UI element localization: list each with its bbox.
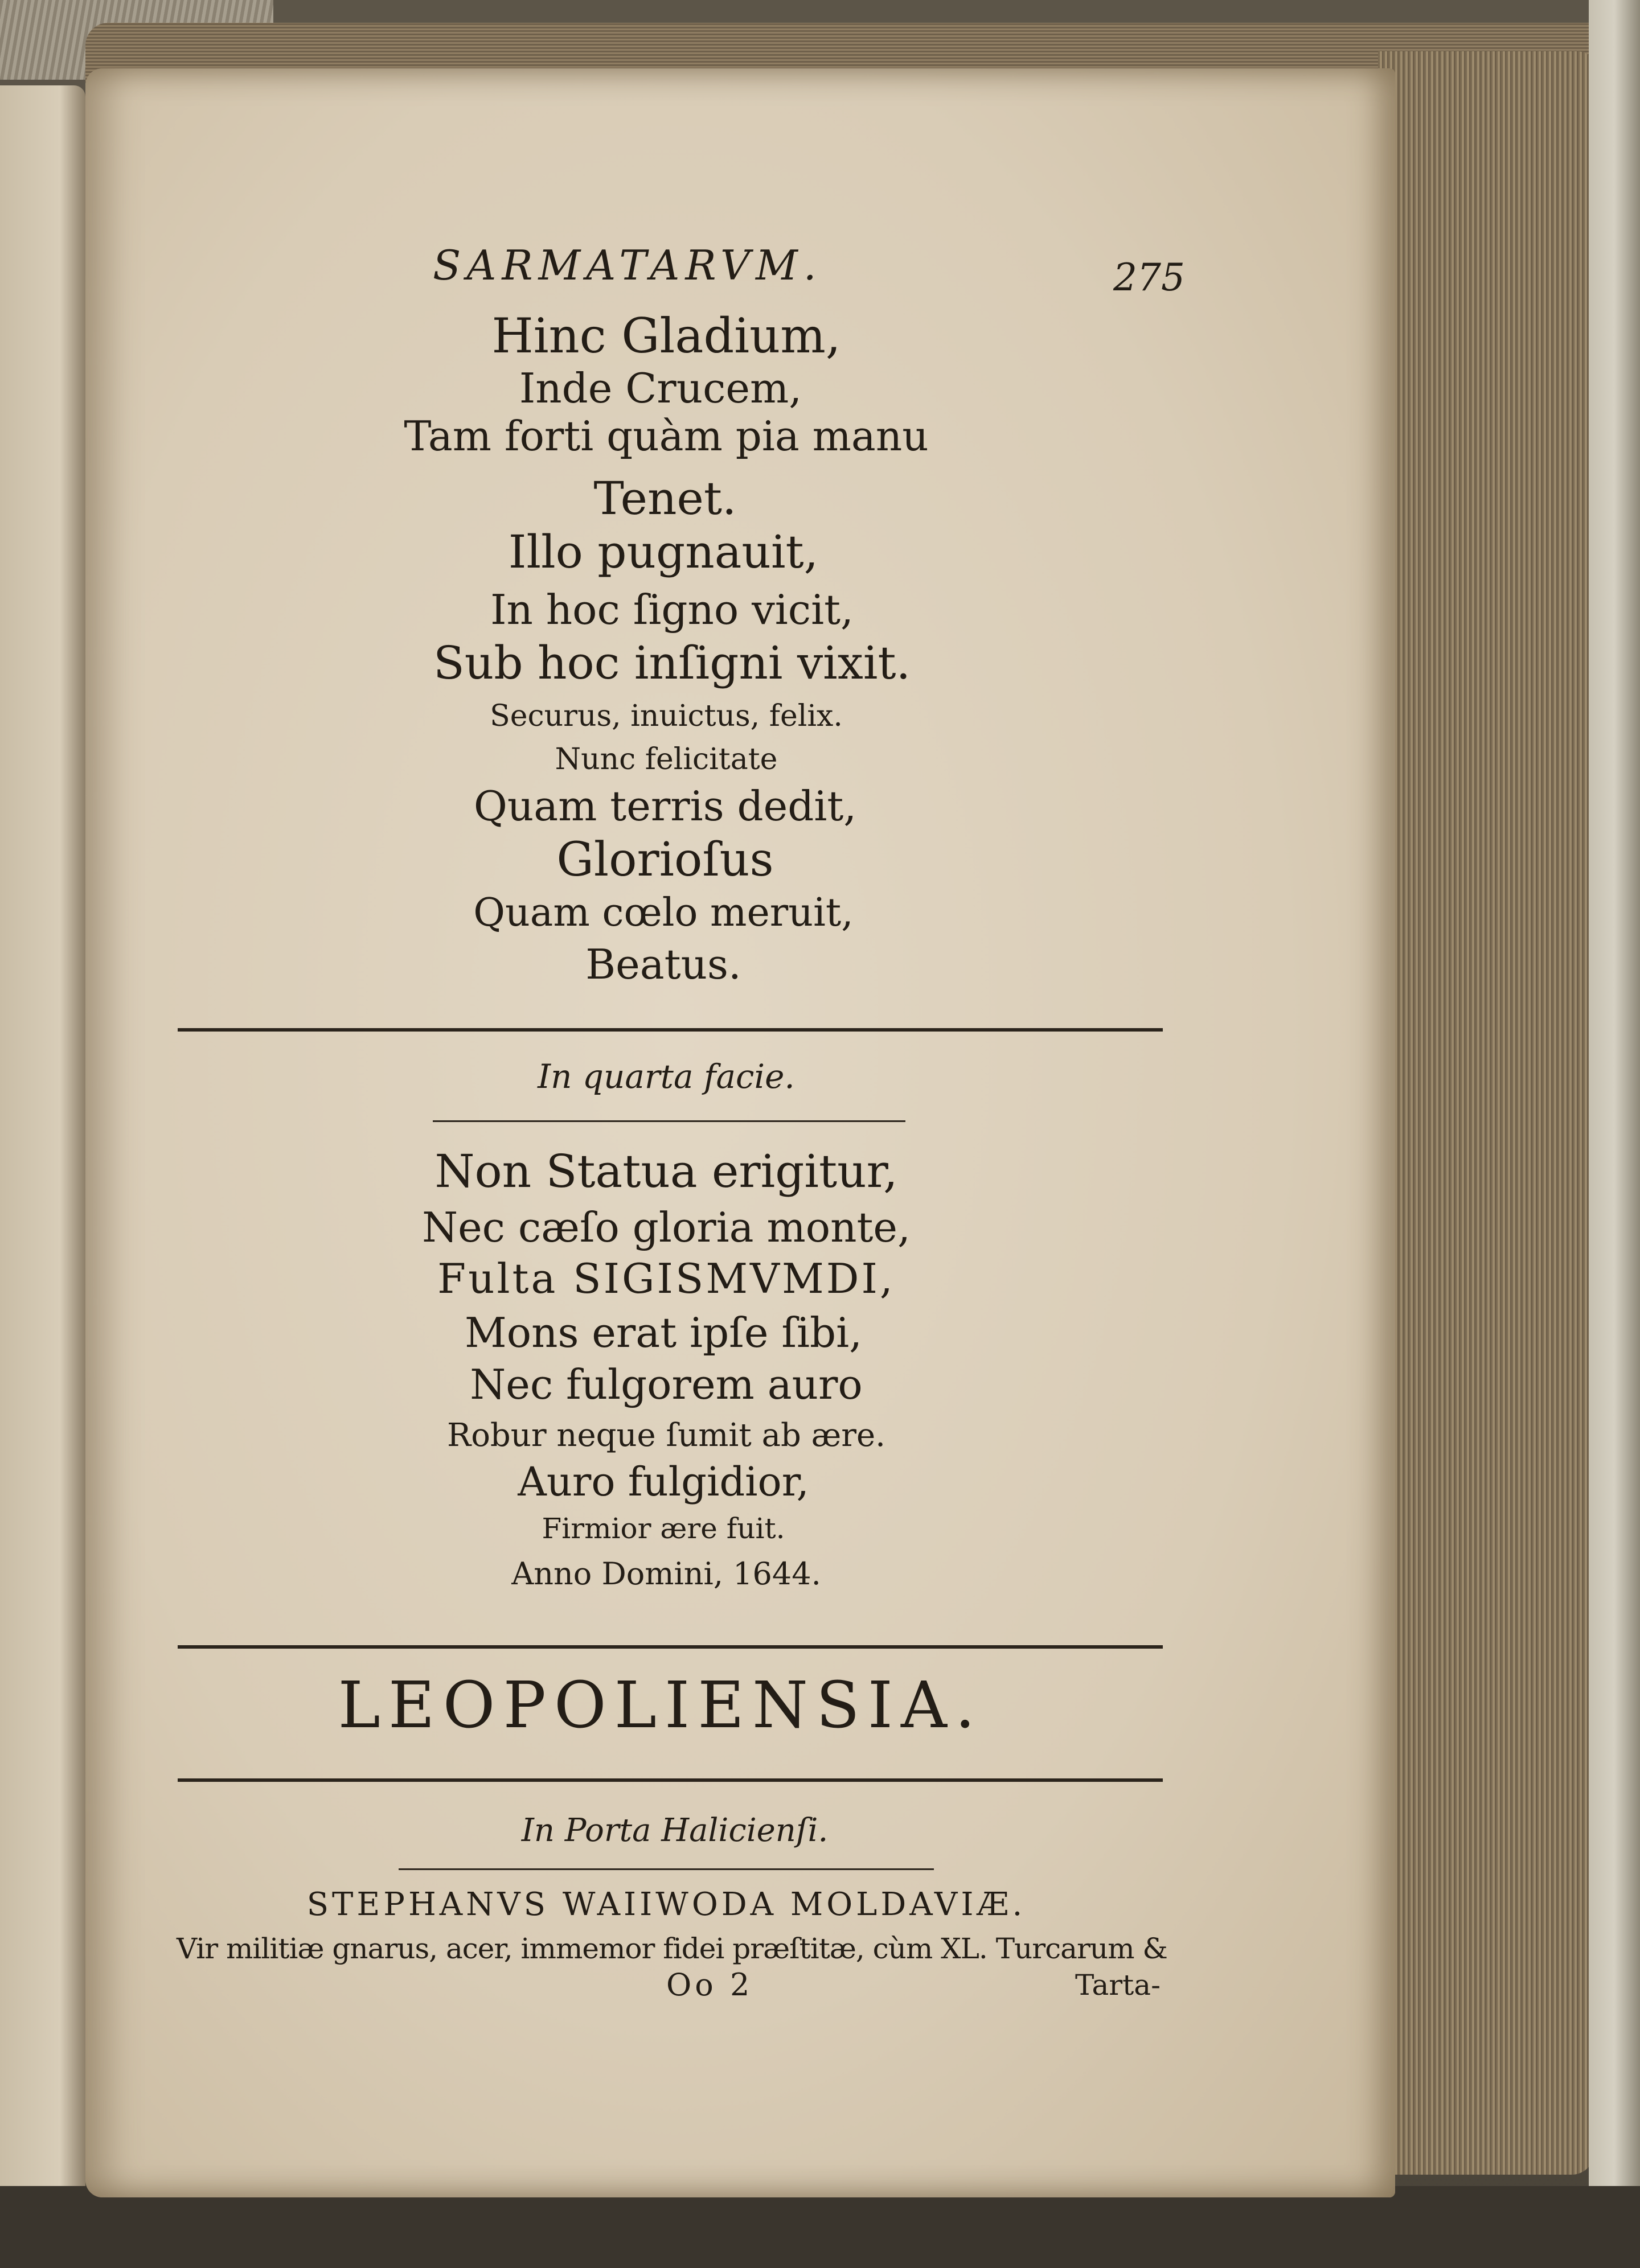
page-block-fore-edge [1378,51,1594,2175]
fourth-face-line: Robur neque ſumit ab ære. [447,1417,885,1454]
epitaph-line: Beatus. [585,940,741,988]
fourth-face-line: Fulta SIGISMVMDI, [437,1255,895,1303]
epitaph-line: Glorioſus [556,833,774,887]
inscription-title: STEPHANVS WAIIWODA MOLDAVIÆ. [306,1886,1026,1923]
epitaph-line: Quam cœlo meruit, [473,890,854,935]
epitaph-line: Hinc Gladium, [491,308,841,364]
signature-mark: Oo 2 [666,1967,753,2003]
book-cover-edge [1589,0,1640,2268]
heading-underline [399,1868,934,1870]
fourth-face-line: Mons erat ipſe ſibi, [465,1309,862,1357]
section-title: LEOPOLIENSIA. [338,1669,983,1743]
epitaph-line: Tam forti quàm pia manu [404,412,929,460]
epitaph-line: Securus, inuictus, felix. [490,699,843,733]
section-divider [178,1645,1163,1649]
running-title: SARMATARVM. [433,241,822,289]
epitaph-line: Illo pugnauit, [508,525,819,578]
fourth-face-line: Firmior ære fuit. [542,1512,785,1545]
fourth-face-line: Anno Domini, 1644. [511,1556,821,1592]
page-number: 275 [1113,256,1185,299]
section-divider [178,1778,1163,1782]
fourth-face-line: Nec fulgorem auro [470,1361,863,1408]
body-text: Vir militiæ gnarus, acer, immemor fidei præſtitæ, cùm XL. Turcarum & [177,1932,1167,1965]
epitaph-line: In hoc ſigno vicit, [490,586,854,634]
epitaph-line: Sub hoc inſigni vixit. [433,636,911,689]
previous-page-edge [0,85,85,2249]
section-divider [178,1028,1163,1032]
fourth-face-line: Non Statua erigitur, [434,1145,898,1198]
epitaph-line: Inde Crucem, [519,364,802,412]
background-surface [0,2186,1640,2268]
epitaph-line: Tenet. [593,472,737,525]
fourth-face-heading: In quarta facie. [538,1057,795,1096]
fourth-face-line: Auro fulgidior, [518,1458,809,1505]
heading-underline [433,1120,905,1122]
catchword: Tarta- [1075,1969,1161,2002]
fourth-face-line: Nec cæſo gloria monte, [422,1203,911,1251]
epitaph-line: Quam terris dedit, [473,782,857,830]
epitaph-line: Nunc felicitate [555,742,778,776]
section-subheading: In Porta Halicienſi. [521,1812,829,1849]
